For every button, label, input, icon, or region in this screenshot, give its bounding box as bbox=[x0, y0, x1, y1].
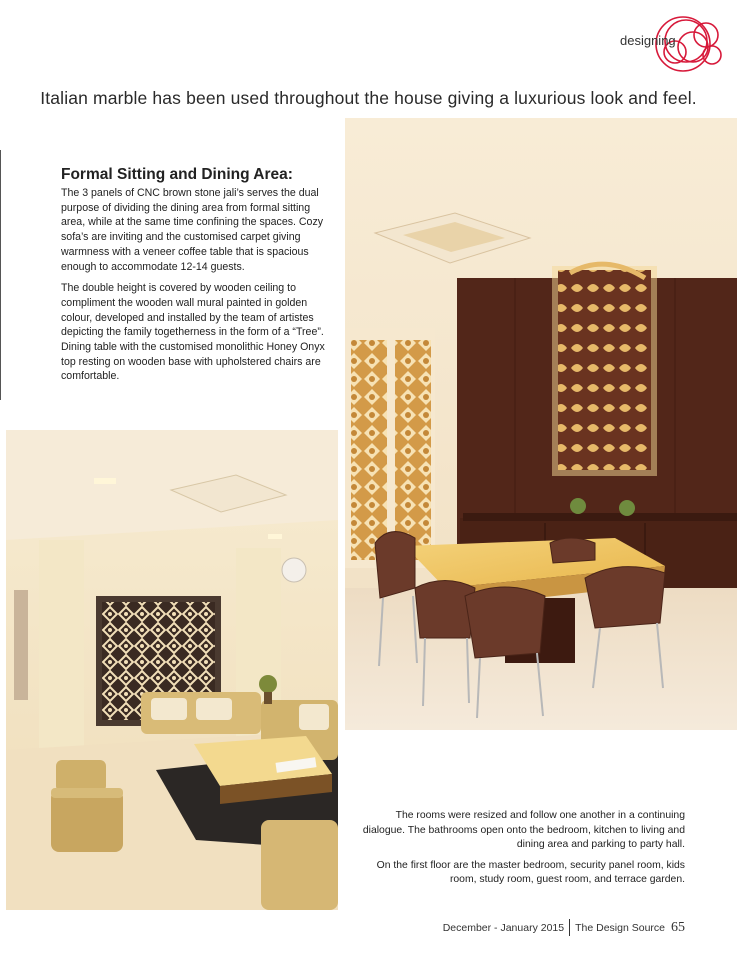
footer-magazine: The Design Source bbox=[575, 921, 665, 934]
article-paragraph-1: The 3 panels of CNC brown stone jali’s serves the dual purpose of dividing the dining area from formal sitting area, while at the same time confining the spaces. Cozy sofa’s are inviting and the customised carpet giving warmness with a veneer coffee table that is spacious enough to accommodate 12-14 guests. bbox=[61, 187, 324, 273]
sitting-area-photo bbox=[6, 430, 338, 910]
page-headline: Italian marble has been used throughout the house giving a luxurious look and feel. bbox=[40, 88, 697, 108]
page-footer bbox=[443, 919, 685, 936]
article-body bbox=[61, 166, 331, 391]
article-subheading: Formal Sitting and Dining Area: bbox=[61, 166, 293, 183]
caption-paragraph-2: On the first floor are the master bedroom, security panel room, kids room, study room, guest room, and terrace garden. bbox=[376, 859, 685, 886]
article-paragraph-2: The double height is covered by wooden ceiling to compliment the wooden wall mural painted in golden colour, developed and installed by the team of artistes depicting the family togetherness in the form of a “Tree”. Dining table with the customised monolithic Honey Onyx top resting on wooden base with upholstered chairs are comfortable. bbox=[61, 282, 325, 383]
left-margin-rule bbox=[0, 150, 1, 400]
page-number: 65 bbox=[671, 919, 685, 935]
footer-issue: December - January 2015 bbox=[442, 921, 565, 934]
photo-caption bbox=[355, 809, 685, 894]
dining-area-photo bbox=[345, 118, 737, 730]
footer-separator bbox=[569, 919, 570, 936]
section-tag: designing bbox=[620, 33, 676, 48]
caption-paragraph-1: The rooms were resized and follow one another in a continuing dialogue. The bathrooms open onto the bedroom, kitchen to living and dining area and parking to party hall. bbox=[362, 810, 685, 851]
